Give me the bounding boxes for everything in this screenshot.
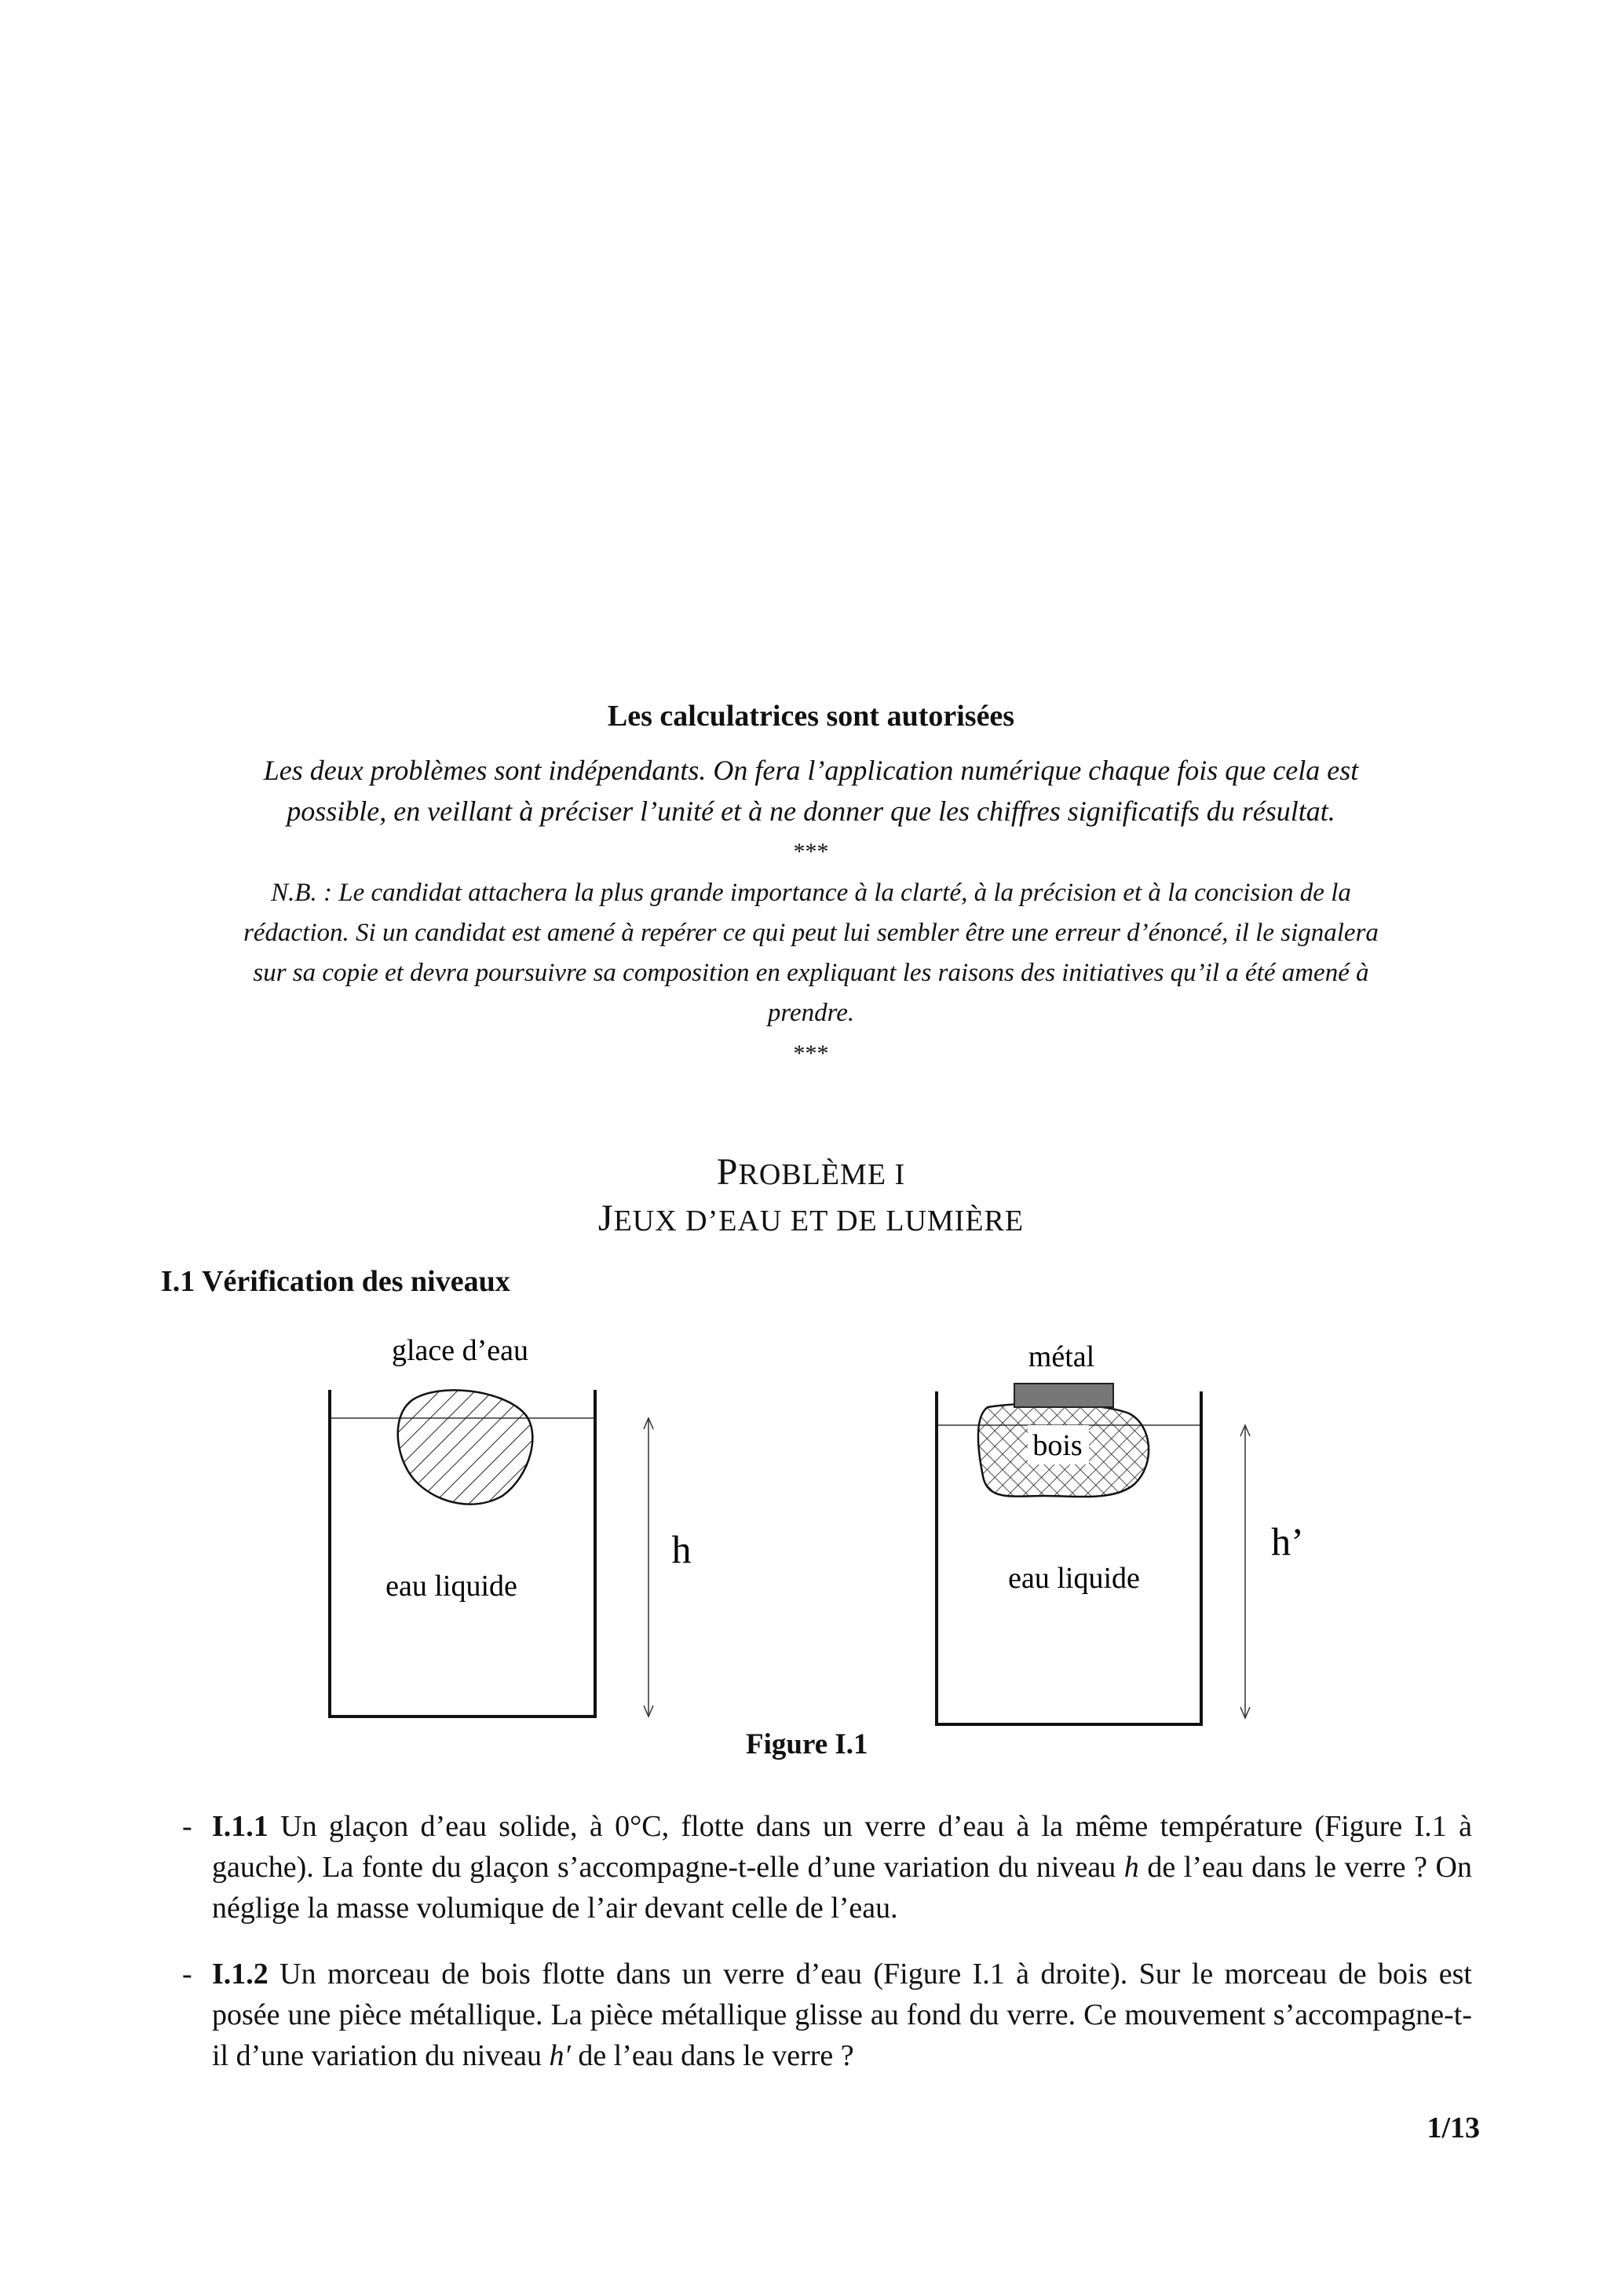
nb-line: N.B. : Le candidat attachera la plus grande importance à la clarté, à la précision et à la concision de la: [271, 879, 1351, 907]
left-height-label: h: [671, 1527, 692, 1571]
calculators-notice: Les calculatrices sont autorisées: [607, 700, 1015, 733]
right-top-label: métal: [1028, 1340, 1095, 1373]
metal-piece: [1014, 1384, 1113, 1407]
question-number: I.1.2: [212, 1958, 269, 1991]
question-text: de l’eau dans le verre ?: [570, 2039, 854, 2072]
question-text: Un morceau de bois flotte dans un verre d’eau (Figure I.1 à droite). Sur le morceau de bois est posée une pièce métallique. La pièce métallique glisse au fond du verre. Ce mouvement s’accompagne-t-il d’une variation du niveau: [212, 1958, 1472, 2072]
nb-line: rédaction. Si un candidat est amené à repérer ce qui peut lui sembler être une erreur d’énoncé, il le signalera: [243, 919, 1379, 947]
question-variable: h: [1123, 1851, 1139, 1884]
question-number: I.1.1: [212, 1810, 269, 1843]
page-number: 1/13: [1427, 2111, 1480, 2144]
left-height-arrow: [644, 1418, 653, 1717]
right-wood-label: bois: [1032, 1429, 1083, 1462]
right-height-arrow: [1240, 1425, 1250, 1718]
question-text: de l’eau dans le verre ? On néglige la masse volumique de l’air devant celle de l’eau.: [212, 1851, 1472, 1925]
figure-caption: Figure I.1: [746, 1728, 868, 1760]
question-i-1-2: [182, 1954, 1472, 2076]
intro-line: Les deux problèmes sont indépendants. On fera l’application numérique chaque fois que cela est: [263, 755, 1359, 786]
ice-cube: [398, 1390, 533, 1504]
intro-line: possible, en veillant à préciser l’unité et à ne donner que les chiffres significatifs du résultat.: [287, 795, 1335, 827]
question-variable: h′: [549, 2039, 571, 2072]
question-i-1-1: [182, 1806, 1472, 1929]
nb-line: sur sa copie et devra poursuivre sa composition en expliquant les raisons des initiatives qu’il a été amené à: [253, 959, 1369, 987]
left-glass: [330, 1390, 595, 1717]
problem-title-line2: JEUX D’EAU ET DE LUMIÈRE: [597, 1197, 1025, 1239]
left-liquid-label: eau liquide: [385, 1570, 517, 1603]
list-dash: -: [182, 1958, 192, 1991]
list-dash: -: [182, 1810, 192, 1843]
question-text: Un glaçon d’eau solide, à 0°C, flotte dans un verre d’eau à la même température (Figure I.1 à gauche). La fonte du glaçon s’accompagne-t-elle d’une variation du niveau: [212, 1810, 1472, 1884]
separator-stars: ***: [793, 1040, 829, 1066]
left-top-label: glace d’eau: [391, 1334, 529, 1367]
section-title: I.1 Vérification des niveaux: [161, 1265, 510, 1298]
right-height-label: h’: [1271, 1519, 1304, 1563]
problem-title-line1: PROBLÈME I: [716, 1151, 906, 1193]
right-liquid-label: eau liquide: [1008, 1562, 1140, 1595]
nb-line: prendre.: [767, 999, 855, 1027]
separator-stars: ***: [793, 839, 829, 865]
